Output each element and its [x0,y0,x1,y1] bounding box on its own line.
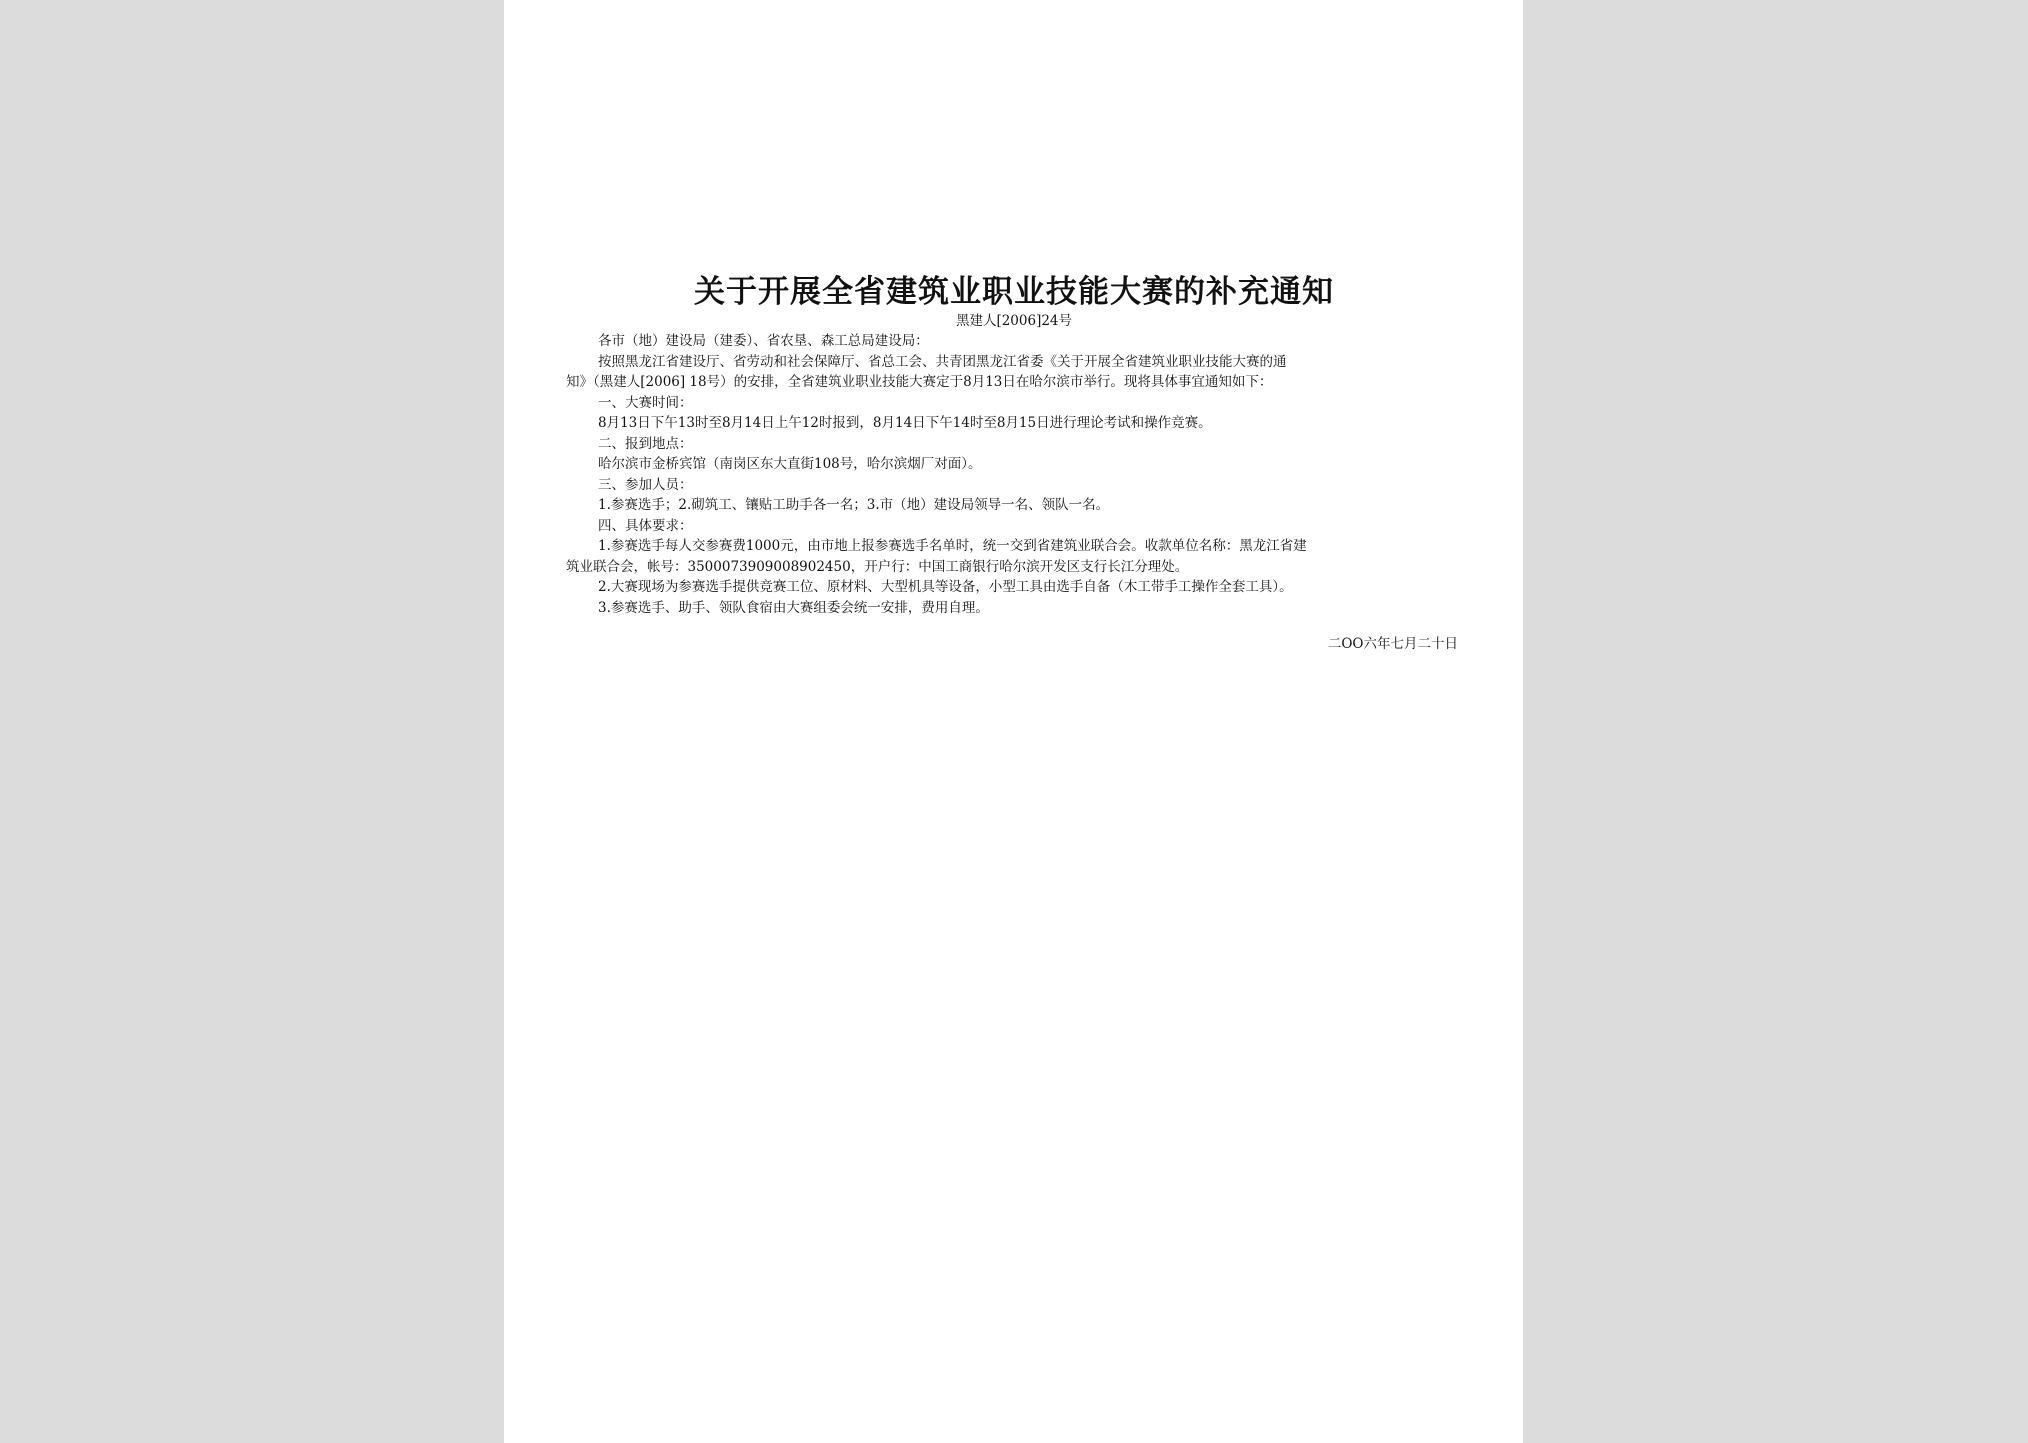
intro-paragraph-line: 按照黑龙江省建设厅、省劳动和社会保障厅、省总工会、共青团黑龙江省委《关于开展全省建筑业职业技能大赛的通 [598,353,1287,370]
section-body: 哈尔滨市金桥宾馆（南岗区东大直街108号，哈尔滨烟厂对面）。 [598,456,982,472]
intro-paragraph-line: 知》（黑建人[2006] 18号）的安排，全省建筑业职业技能大赛定于8月13日在哈尔滨市举行。现将具体事宜通知如下： [566,374,1273,390]
section-heading: 一、大赛时间： [598,394,693,411]
section-body: 8月13日下午13时至8月14日上午12时报到，8月14日下午14时至8月15日进行理论考试和操作竞赛。 [598,415,1212,431]
recipient-line: 各市（地）建设局（建委）、省农垦、森工总局建设局： [598,333,929,349]
document-number: 黑建人[2006]24号 [955,313,1073,329]
section-heading: 三、参加人员： [598,476,693,493]
section-heading: 四、具体要求： [598,517,693,534]
requirement-item: 3.参赛选手、助手、领队食宿由大赛组委会统一安排，费用自理。 [598,599,989,616]
requirement-item: 2.大赛现场为参赛选手提供竞赛工位、原材料、大型机具等设备，小型工具由选手自备（木工带手工操作全套工具）。 [598,579,1293,595]
section-heading: 二、报到地点： [598,435,693,452]
document-title: 关于开展全省建筑业职业技能大赛的补充通知 [694,274,1334,310]
requirement-item-continued: 筑业联合会，帐号：3500073909008902450，开户行：中国工商银行哈尔滨开发区支行长江分理处。 [566,558,1189,575]
document-date: 二OO六年七月二十日 [1327,636,1458,652]
section-body: 1.参赛选手；2.砌筑工、镶贴工助手各一名；3.市（地）建设局领导一名、领队一名。 [598,497,1110,513]
requirement-item: 1.参赛选手每人交参赛费1000元，由市地上报参赛选手名单时，统一交到省建筑业联合会。收款单位名称：黑龙江省建 [598,538,1307,554]
document-content [566,272,1462,668]
document-page [504,0,1523,1443]
